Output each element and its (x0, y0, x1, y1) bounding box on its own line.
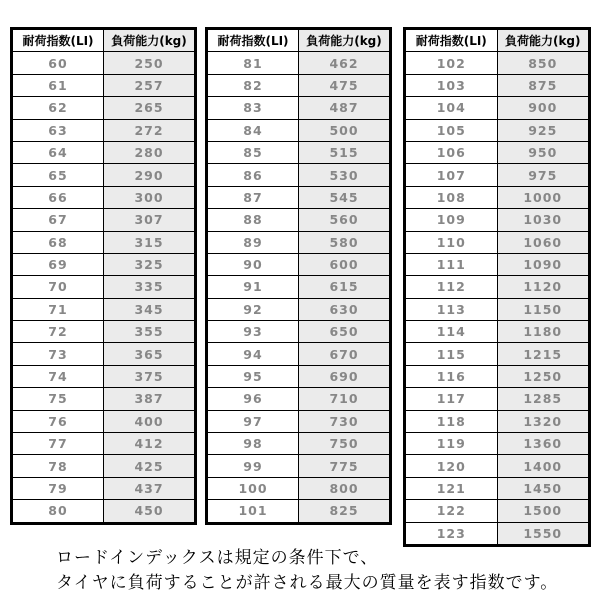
table-row (207, 119, 391, 141)
capacity-cell: 825 (299, 500, 391, 523)
load-index-cell: 75 (12, 388, 104, 410)
load-index-cell: 72 (12, 321, 104, 343)
capacity-cell: 975 (497, 164, 590, 186)
table-row (405, 500, 590, 522)
load-index-cell: 117 (405, 388, 498, 410)
load-index-cell: 71 (12, 298, 104, 320)
table-row (207, 52, 391, 74)
capacity-header: 負荷能力(kg) (299, 29, 391, 52)
capacity-cell: 670 (299, 343, 391, 365)
load-index-cell: 64 (12, 141, 104, 163)
load-index-cell: 121 (405, 477, 498, 499)
load-index-cell: 60 (12, 52, 104, 74)
capacity-cell: 800 (299, 477, 391, 499)
capacity-cell: 1400 (497, 455, 590, 477)
table-row (405, 231, 590, 253)
table-row (405, 141, 590, 163)
capacity-cell: 1285 (497, 388, 590, 410)
load-index-cell: 107 (405, 164, 498, 186)
table-row (405, 455, 590, 477)
capacity-cell: 307 (104, 209, 196, 231)
load-index-cell: 73 (12, 343, 104, 365)
load-index-cell: 108 (405, 186, 498, 208)
capacity-cell: 1215 (497, 343, 590, 365)
load-index-cell: 97 (207, 410, 299, 432)
load-index-cell: 67 (12, 209, 104, 231)
table-row (207, 433, 391, 455)
load-index-table-1 (10, 27, 197, 525)
capacity-cell: 1120 (497, 276, 590, 298)
load-index-cell: 82 (207, 74, 299, 96)
capacity-cell: 365 (104, 343, 196, 365)
load-index-cell: 80 (12, 500, 104, 523)
table-row (207, 186, 391, 208)
capacity-cell: 545 (299, 186, 391, 208)
load-index-cell: 66 (12, 186, 104, 208)
capacity-cell: 850 (497, 52, 590, 74)
load-index-cell: 70 (12, 276, 104, 298)
table-row (405, 253, 590, 275)
table-row (12, 365, 196, 387)
capacity-cell: 1550 (497, 522, 590, 545)
capacity-cell: 580 (299, 231, 391, 253)
capacity-header: 負荷能力(kg) (104, 29, 196, 52)
footer-note-line-2: タイヤに負荷することが許される最大の質量を表す指数です。 (56, 573, 559, 593)
capacity-cell: 530 (299, 164, 391, 186)
table-row (405, 119, 590, 141)
table-row (405, 52, 590, 74)
load-index-cell: 114 (405, 321, 498, 343)
table-row (207, 253, 391, 275)
load-index-cell: 118 (405, 410, 498, 432)
load-index-cell: 109 (405, 209, 498, 231)
table-row (12, 186, 196, 208)
load-index-header: 耐荷指数(LI) (12, 29, 104, 52)
load-index-cell: 88 (207, 209, 299, 231)
capacity-cell: 265 (104, 97, 196, 119)
table-row (12, 477, 196, 499)
capacity-cell: 690 (299, 365, 391, 387)
table-row (12, 141, 196, 163)
capacity-cell: 280 (104, 141, 196, 163)
load-index-cell: 91 (207, 276, 299, 298)
capacity-cell: 272 (104, 119, 196, 141)
load-index-cell: 102 (405, 52, 498, 74)
load-index-cell: 103 (405, 74, 498, 96)
capacity-header: 負荷能力(kg) (497, 29, 590, 52)
capacity-cell: 450 (104, 500, 196, 523)
capacity-cell: 425 (104, 455, 196, 477)
load-index-header: 耐荷指数(LI) (405, 29, 498, 52)
load-index-cell: 86 (207, 164, 299, 186)
capacity-cell: 1150 (497, 298, 590, 320)
load-index-cell: 104 (405, 97, 498, 119)
capacity-cell: 375 (104, 365, 196, 387)
table-row (12, 52, 196, 74)
capacity-cell: 925 (497, 119, 590, 141)
table-row (12, 500, 196, 523)
capacity-cell: 412 (104, 433, 196, 455)
load-index-cell: 79 (12, 477, 104, 499)
load-index-cell: 74 (12, 365, 104, 387)
table-row (12, 253, 196, 275)
load-index-cell: 81 (207, 52, 299, 74)
load-index-cell: 123 (405, 522, 498, 545)
capacity-cell: 1360 (497, 433, 590, 455)
capacity-cell: 900 (497, 97, 590, 119)
load-index-table-2 (205, 27, 392, 525)
load-index-cell: 112 (405, 276, 498, 298)
footer-note-line-1: ロードインデックスは規定の条件下で、 (56, 548, 379, 568)
capacity-cell: 487 (299, 97, 391, 119)
load-index-cell: 89 (207, 231, 299, 253)
load-index-cell: 61 (12, 74, 104, 96)
load-index-cell: 95 (207, 365, 299, 387)
capacity-cell: 600 (299, 253, 391, 275)
load-index-header: 耐荷指数(LI) (207, 29, 299, 52)
capacity-cell: 710 (299, 388, 391, 410)
load-index-cell: 119 (405, 433, 498, 455)
capacity-cell: 315 (104, 231, 196, 253)
load-index-cell: 122 (405, 500, 498, 522)
load-index-cell: 78 (12, 455, 104, 477)
capacity-cell: 615 (299, 276, 391, 298)
footer-note (56, 546, 558, 596)
capacity-cell: 875 (497, 74, 590, 96)
table-row (405, 321, 590, 343)
capacity-cell: 1090 (497, 253, 590, 275)
table-row (207, 500, 391, 523)
capacity-cell: 950 (497, 141, 590, 163)
table-row (207, 164, 391, 186)
load-index-cell: 98 (207, 433, 299, 455)
table-row (405, 522, 590, 545)
capacity-cell: 1030 (497, 209, 590, 231)
capacity-cell: 437 (104, 477, 196, 499)
table-row (12, 231, 196, 253)
capacity-cell: 775 (299, 455, 391, 477)
load-index-cell: 69 (12, 253, 104, 275)
load-index-cell: 110 (405, 231, 498, 253)
table-row (207, 455, 391, 477)
load-index-table-3 (403, 27, 591, 547)
table-row (12, 209, 196, 231)
capacity-cell: 750 (299, 433, 391, 455)
load-index-cell: 83 (207, 97, 299, 119)
table-row (405, 186, 590, 208)
load-index-cell: 100 (207, 477, 299, 499)
load-index-cell: 93 (207, 321, 299, 343)
load-index-cell: 94 (207, 343, 299, 365)
capacity-cell: 462 (299, 52, 391, 74)
load-index-cell: 90 (207, 253, 299, 275)
load-index-cell: 77 (12, 433, 104, 455)
capacity-cell: 387 (104, 388, 196, 410)
table-row (207, 388, 391, 410)
table-row (12, 276, 196, 298)
load-index-cell: 65 (12, 164, 104, 186)
load-index-cell: 115 (405, 343, 498, 365)
table-row (405, 433, 590, 455)
table-row (207, 97, 391, 119)
capacity-cell: 630 (299, 298, 391, 320)
capacity-cell: 650 (299, 321, 391, 343)
capacity-cell: 1500 (497, 500, 590, 522)
capacity-cell: 475 (299, 74, 391, 96)
load-index-cell: 99 (207, 455, 299, 477)
table-row (12, 164, 196, 186)
load-index-cell: 105 (405, 119, 498, 141)
table-row (405, 365, 590, 387)
capacity-cell: 355 (104, 321, 196, 343)
capacity-cell: 1180 (497, 321, 590, 343)
table-row (405, 209, 590, 231)
table-row (207, 141, 391, 163)
table-row (12, 298, 196, 320)
table-row (405, 410, 590, 432)
table-row (405, 343, 590, 365)
load-index-cell: 111 (405, 253, 498, 275)
capacity-cell: 730 (299, 410, 391, 432)
load-index-cell: 101 (207, 500, 299, 523)
capacity-cell: 515 (299, 141, 391, 163)
table-row (207, 365, 391, 387)
header-row (12, 29, 196, 52)
load-index-cell: 113 (405, 298, 498, 320)
load-index-cell: 62 (12, 97, 104, 119)
table-row (405, 276, 590, 298)
table-row (405, 164, 590, 186)
table-row (207, 477, 391, 499)
header-row (207, 29, 391, 52)
capacity-cell: 1000 (497, 186, 590, 208)
capacity-cell: 290 (104, 164, 196, 186)
load-index-cell: 63 (12, 119, 104, 141)
table-row (405, 97, 590, 119)
capacity-cell: 257 (104, 74, 196, 96)
table-row (12, 410, 196, 432)
capacity-cell: 345 (104, 298, 196, 320)
capacity-cell: 1060 (497, 231, 590, 253)
table-row (12, 455, 196, 477)
load-index-cell: 92 (207, 298, 299, 320)
table-row (405, 388, 590, 410)
table-row (12, 97, 196, 119)
load-index-cell: 96 (207, 388, 299, 410)
table-row (12, 74, 196, 96)
table-row (405, 74, 590, 96)
load-index-cell: 85 (207, 141, 299, 163)
header-row (405, 29, 590, 52)
capacity-cell: 500 (299, 119, 391, 141)
table-row (405, 298, 590, 320)
load-index-cell: 87 (207, 186, 299, 208)
table-row (12, 433, 196, 455)
load-index-cell: 120 (405, 455, 498, 477)
table-row (207, 343, 391, 365)
load-index-cell: 76 (12, 410, 104, 432)
table-row (207, 298, 391, 320)
load-index-cell: 116 (405, 365, 498, 387)
capacity-cell: 1450 (497, 477, 590, 499)
table-row (12, 321, 196, 343)
table-row (207, 410, 391, 432)
table-row (405, 477, 590, 499)
load-index-cell: 106 (405, 141, 498, 163)
table-row (207, 321, 391, 343)
table-row (12, 343, 196, 365)
capacity-cell: 1250 (497, 365, 590, 387)
capacity-cell: 560 (299, 209, 391, 231)
load-index-cell: 68 (12, 231, 104, 253)
load-index-cell: 84 (207, 119, 299, 141)
capacity-cell: 250 (104, 52, 196, 74)
table-row (207, 209, 391, 231)
table-row (12, 119, 196, 141)
table-row (12, 388, 196, 410)
table-row (207, 74, 391, 96)
capacity-cell: 325 (104, 253, 196, 275)
capacity-cell: 1320 (497, 410, 590, 432)
table-row (207, 276, 391, 298)
capacity-cell: 400 (104, 410, 196, 432)
capacity-cell: 300 (104, 186, 196, 208)
table-row (207, 231, 391, 253)
capacity-cell: 335 (104, 276, 196, 298)
